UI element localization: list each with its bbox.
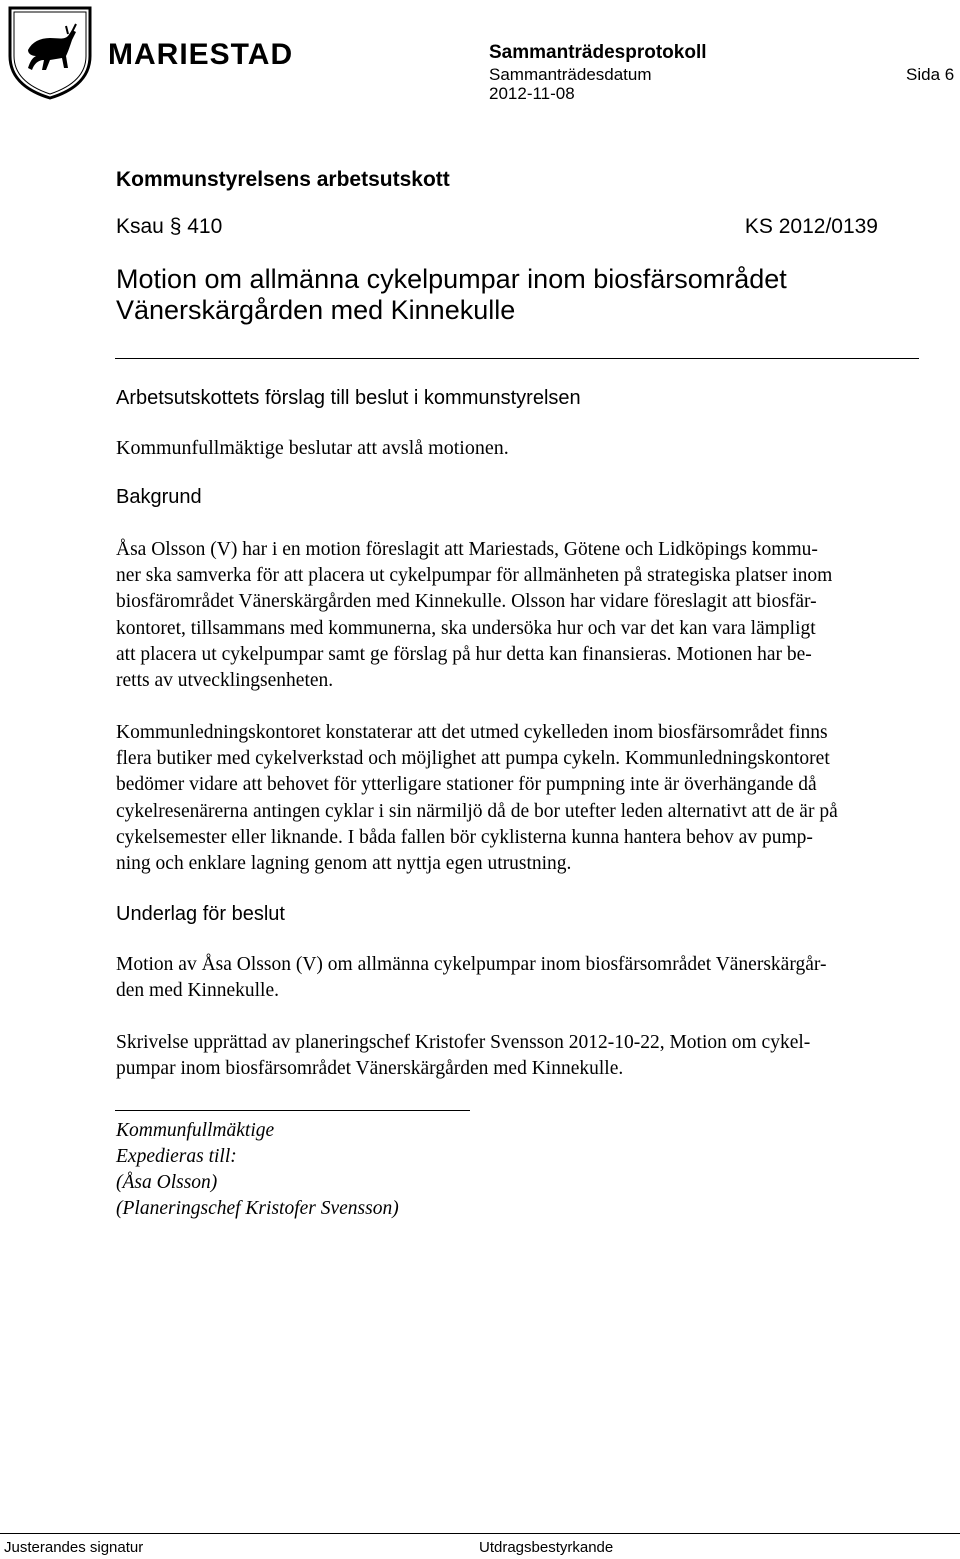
title-line: Motion om allmänna cykelpumpar inom biosfärsområdet — [116, 264, 787, 294]
text-line: retts av utvecklingsenheten. — [116, 670, 334, 692]
paragraph-reference: Ksau § 410 — [116, 215, 223, 238]
text-line: ner ska samverka för att placera ut cykelpumpar för allmänheten på strategiska platser inom — [116, 565, 833, 587]
text-line: bedömer vidare att behovet för ytterligare stationer för pumpning inte är överhängande då — [116, 774, 817, 796]
text-line: Kommunledningskontoret konstaterar att det utmed cykelleden inom biosfärsområdet finns — [116, 722, 828, 743]
text-line: Motion av Åsa Olsson (V) om allmänna cykelpumpar inom biosfärsområdet Vänerskärgår- — [116, 954, 827, 975]
footer-divider — [0, 1533, 960, 1534]
text-line: cykelresenärerna antingen cyklar i sin närmiljö då de bor utefter leden alternativt att de är på — [116, 800, 838, 822]
distribution-recipient: Kommunfullmäktige — [116, 1120, 275, 1141]
text-line: ning och enklare lagning genom att nyttja egen utrustning. — [116, 853, 572, 875]
title-line: Vänerskärgården med Kinnekulle — [116, 295, 516, 325]
meeting-date-label: Sammanträdesdatum — [489, 65, 652, 84]
title-divider — [115, 358, 919, 359]
text-line: att placera ut cykelpumpar samt ge förslag på hur detta kan finansieras. Motionen har be- — [116, 643, 812, 665]
basis-paragraph-2 — [116, 1030, 958, 1082]
text-line: Skrivelse upprättad av planeringschef Kristofer Svensson 2012-10-22, Motion om cykel- — [116, 1032, 811, 1053]
case-reference: KS 2012/0139 — [744, 215, 878, 238]
background-paragraph-2 — [116, 720, 958, 877]
signature-label: Justerandes signatur — [4, 1539, 144, 1556]
distribution-label: Expedieras till: — [116, 1146, 237, 1167]
document-type: Sammanträdesprotokoll — [489, 42, 707, 63]
text-line: cykelsemester eller liknande. I båda fallen bör cyklisterna kunna hantera behov av pump- — [116, 826, 813, 848]
page-number: Sida 6 — [906, 65, 955, 84]
text-line: kontoret, tillsammans med kommunerna, ska undersöka hur och var det kan vara lämpligt — [116, 617, 816, 639]
proposal-text: Kommunfullmäktige beslutar att avslå motionen. — [116, 437, 509, 459]
background-paragraph-1 — [116, 537, 958, 694]
meeting-date: 2012-11-08 — [489, 84, 575, 103]
text-line: Åsa Olsson (V) har i en motion föreslagit att Mariestads, Götene och Lidköpings kommu- — [116, 539, 818, 560]
distribution-divider — [115, 1110, 470, 1111]
text-line: pumpar inom biosfärsområdet Vänerskärgården med Kinnekulle. — [116, 1058, 624, 1080]
mariestad-coat-of-arms-logo — [6, 4, 94, 100]
text-line: flera butiker med cykelverkstad och möjlighet att pumpa cykeln. Kommunledningskontoret — [116, 748, 830, 770]
logo-wordmark: MARIESTAD — [108, 38, 294, 71]
text-line: biosfärområdet Vänerskärgården med Kinnekulle. Olsson har vidare föreslagit att biosfär- — [116, 591, 817, 613]
committee-name: Kommunstyrelsens arbetsutskott — [116, 168, 450, 191]
distribution-recipient: (Planeringschef Kristofer Svensson) — [116, 1198, 399, 1219]
document-title — [116, 264, 936, 326]
distribution-recipient: (Åsa Olsson) — [116, 1172, 218, 1193]
basis-heading: Underlag för beslut — [116, 903, 285, 925]
text-line: den med Kinnekulle. — [116, 980, 279, 1002]
background-heading: Bakgrund — [116, 486, 202, 508]
proposal-heading: Arbetsutskottets förslag till beslut i kommunstyrelsen — [116, 387, 581, 409]
certification-label: Utdragsbestyrkande — [479, 1539, 614, 1556]
basis-paragraph-1 — [116, 952, 958, 1004]
